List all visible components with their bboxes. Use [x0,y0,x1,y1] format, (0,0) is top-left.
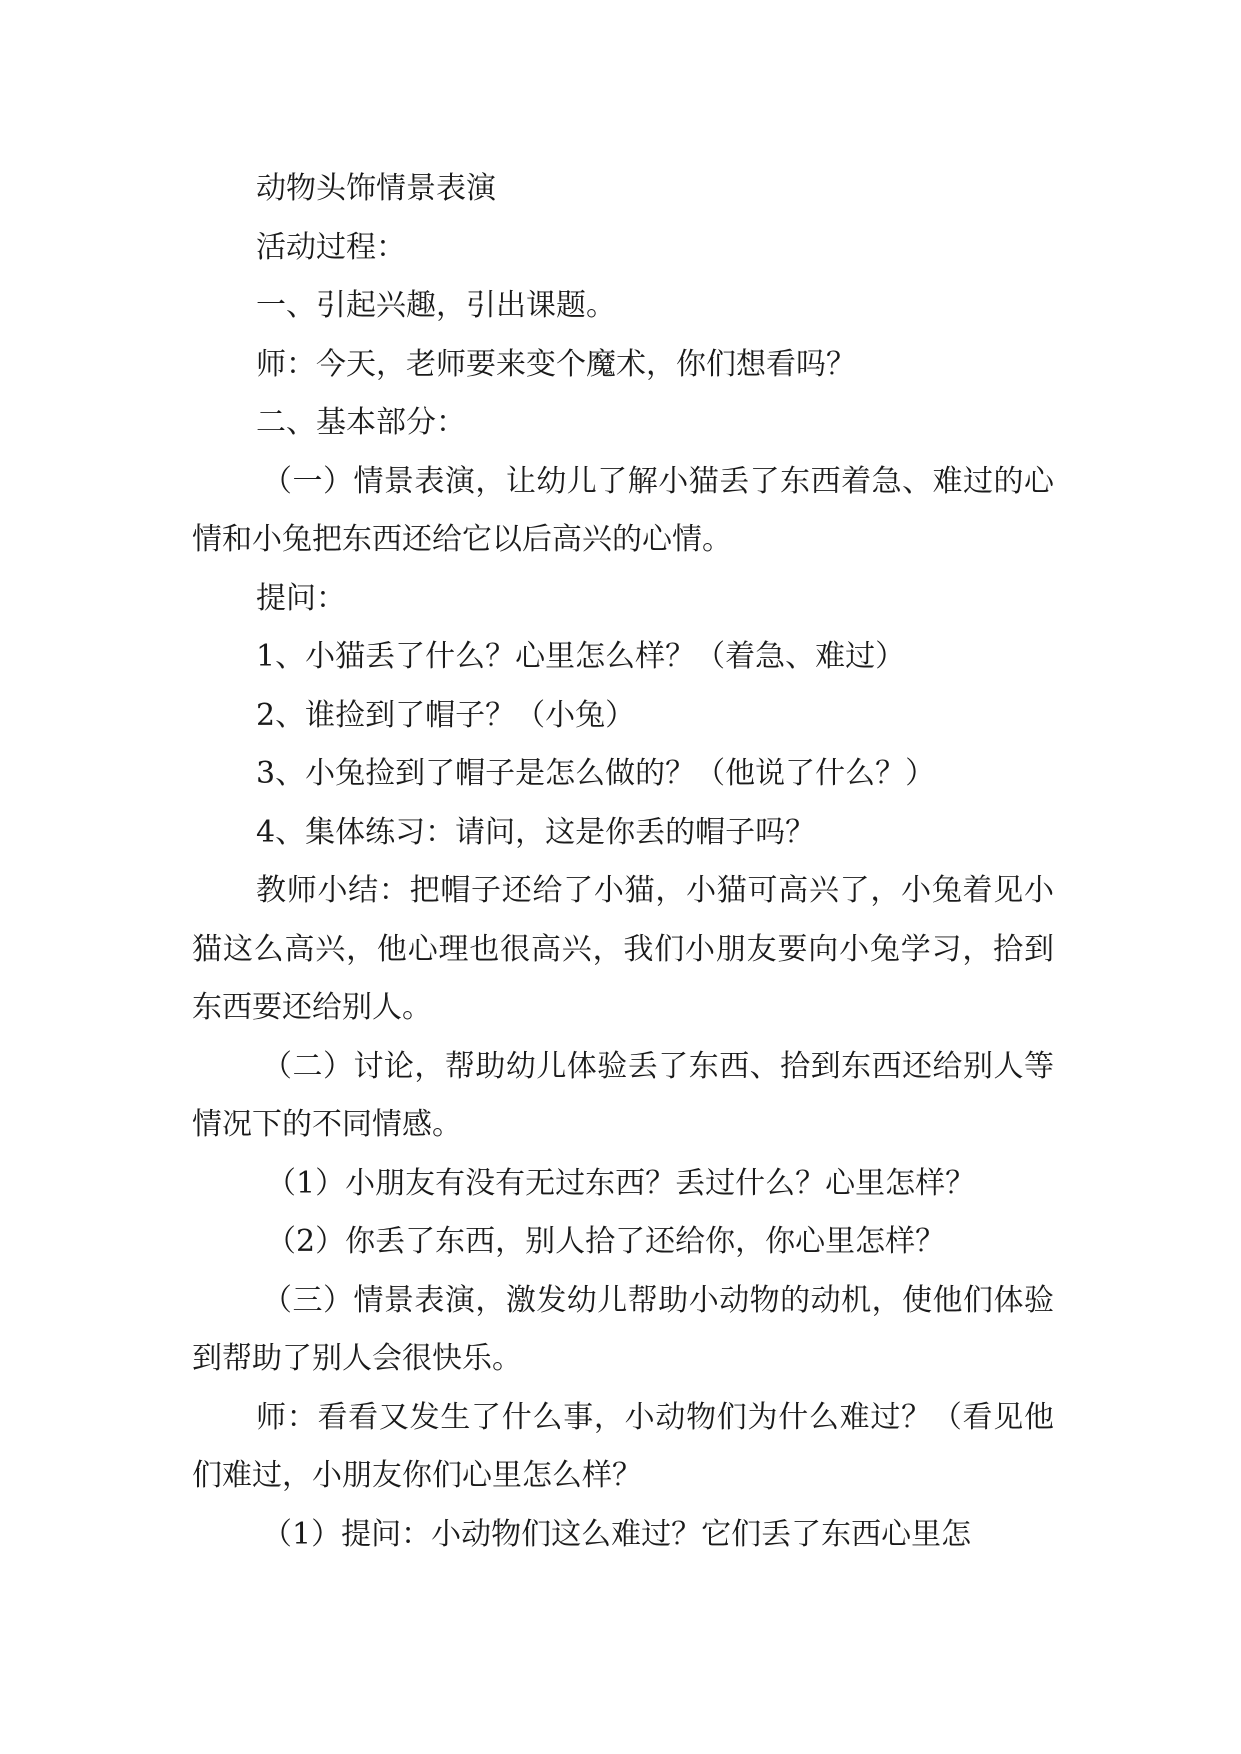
section-heading-process: 活动过程： [256,229,406,265]
question-item-1: 1、小猫丢了什么？心里怎么样？（着急、难过） [256,639,906,674]
question-item-3: 3、小兔捡到了帽子是怎么做的？（他说了什么？） [256,756,936,791]
subsection-three-paragraph: （三）情景表演，激发幼儿帮助小动物的动机，使他们体验到帮助了别人会很快乐。 [192,1282,1054,1376]
question-paragraph-final: （1）提问：小动物们这么难过？它们丢了东西心里怎 [262,1516,972,1552]
discussion-item-1: （1）小朋友有没有无过东西？丢过什么？心里怎样？ [266,1165,976,1201]
subsection-one-paragraph: （一）情景表演，让幼儿了解小猫丢了东西着急、难过的心情和小兔把东西还给它以后高兴的心情。 [192,463,1054,557]
teacher-summary-paragraph: 教师小结：把帽子还给了小猫，小猫可高兴了，小兔着见小猫这么高兴，他心理也很高兴，我们小朋友要向小兔学习，拾到东西要还给别人。 [192,873,1054,1025]
discussion-item-2: （2）你丢了东西，别人拾了还给你，你心里怎样？ [266,1224,946,1259]
questions-label: 提问： [256,580,346,616]
document-body [192,160,1054,1564]
question-item-2: 2、谁捡到了帽子？（小兔） [256,697,636,733]
teacher-line: 师：今天，老师要来变个魔术，你们想看吗？ [256,346,856,382]
activity-title-line: 动物头饰情景表演 [256,171,496,206]
section-heading-part-two: 二、基本部分： [256,405,466,440]
teacher-question-paragraph: 师：看看又发生了什么事，小动物们为什么难过？（看见他们难过，小朋友你们心里怎么样？ [192,1399,1054,1493]
section-heading-part-one: 一、引起兴趣，引出课题。 [256,288,616,323]
subsection-two-paragraph: （二）讨论，帮助幼儿体验丢了东西、拾到东西还给别人等情况下的不同情感。 [192,1048,1054,1142]
question-item-4: 4、集体练习：请问，这是你丢的帽子吗？ [256,814,816,850]
